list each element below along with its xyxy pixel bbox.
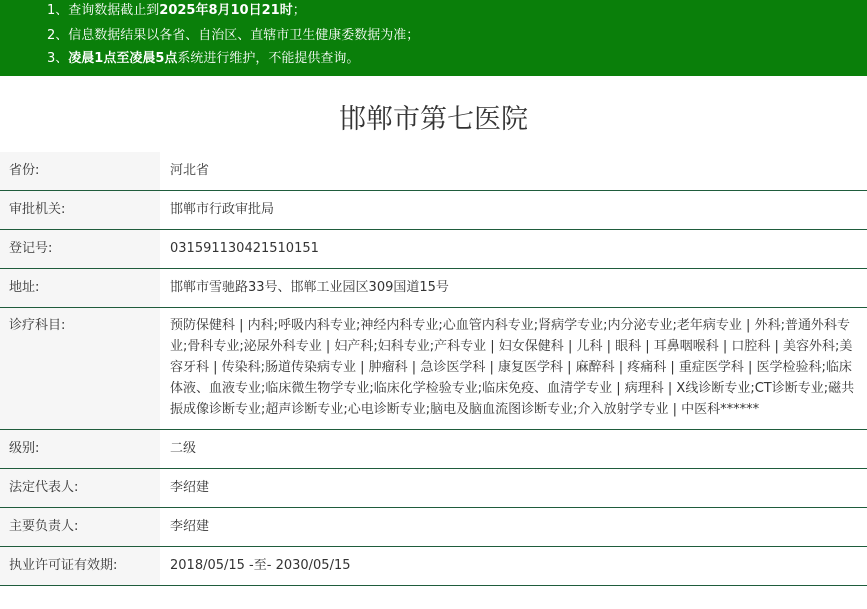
notice-line-1-suffix: ；: [292, 3, 306, 18]
info-row-approval-authority: [0, 191, 867, 230]
notice-line-1: [47, 0, 867, 24]
row-value: 二级: [160, 430, 867, 469]
row-label: 执业许可证有效期:: [0, 547, 160, 586]
info-row-legal-representative: [0, 469, 867, 508]
notice-line-3-suffix: 系统进行维护，不能提供查询。: [177, 51, 360, 66]
row-label: 级别:: [0, 430, 160, 469]
row-value: 邯郸市雪驰路33号、邯郸工业园区309国道15号: [160, 269, 867, 308]
info-row-level: [0, 430, 867, 469]
row-label: 登记号:: [0, 230, 160, 269]
row-value: 预防保健科 | 内科;呼吸内科专业;神经内科专业;心血管内科专业;肾病学专业;内分泌专业;老年病专业 | 外科;普通外科专业;骨科专业;泌尿外科专业 | 妇产科;妇科专业;产科专业 | 妇女保健科 | 儿科 | 眼科 | 耳鼻咽喉科 | 口腔科 | 美容外科;美容牙科 | 传染科;肠道传染病专业 | 肿瘤科 | 急诊医学科 | 康复医学科 | 麻醉科 | 疼痛科 | 重症医学科 | 医学检验科;临床体液、血液专业;临床微生物学专业;临床化学检验专业;临床免疫、血清学专业 | 病理科 | X线诊断专业;CT诊断专业;磁共振成像诊断专业;超声诊断专业;心电诊断专业;脑电及脑血流图诊断专业;介入放射学专业 | 中医科******: [160, 308, 867, 430]
row-value: 2018/05/15 -至- 2030/05/15: [160, 547, 867, 586]
notice-line-3: [47, 47, 867, 70]
info-row-departments: [0, 308, 867, 430]
notice-line-1-prefix: 1、查询数据截止到: [47, 3, 160, 18]
info-row-principal: [0, 508, 867, 547]
info-row-license-validity: [0, 547, 867, 586]
row-value: 河北省: [160, 152, 867, 191]
info-row-province: [0, 152, 867, 191]
hospital-info-table: [0, 152, 867, 586]
row-value: 李绍建: [160, 469, 867, 508]
notice-banner: [0, 0, 867, 76]
row-label: 诊疗科目:: [0, 308, 160, 430]
notice-line-2: 2、信息数据结果以各省、自治区、直辖市卫生健康委数据为准；: [47, 28, 420, 43]
row-value: 李绍建: [160, 508, 867, 547]
notice-line-3-prefix: 3、: [47, 51, 69, 66]
info-row-address: [0, 269, 867, 308]
info-row-registration-number: [0, 230, 867, 269]
row-value: 031591130421510151: [160, 230, 867, 269]
notice-line-1-date: 2025年8月10日21时: [159, 3, 293, 18]
row-label: 法定代表人:: [0, 469, 160, 508]
row-label: 省份:: [0, 152, 160, 191]
row-label: 审批机关:: [0, 191, 160, 230]
notice-line-3-time: 凌晨1点至凌晨5点: [68, 51, 178, 66]
row-label: 地址:: [0, 269, 160, 308]
row-value: 邯郸市行政审批局: [160, 191, 867, 230]
row-label: 主要负责人:: [0, 508, 160, 547]
page-title: 邯郸市第七医院: [339, 104, 528, 135]
